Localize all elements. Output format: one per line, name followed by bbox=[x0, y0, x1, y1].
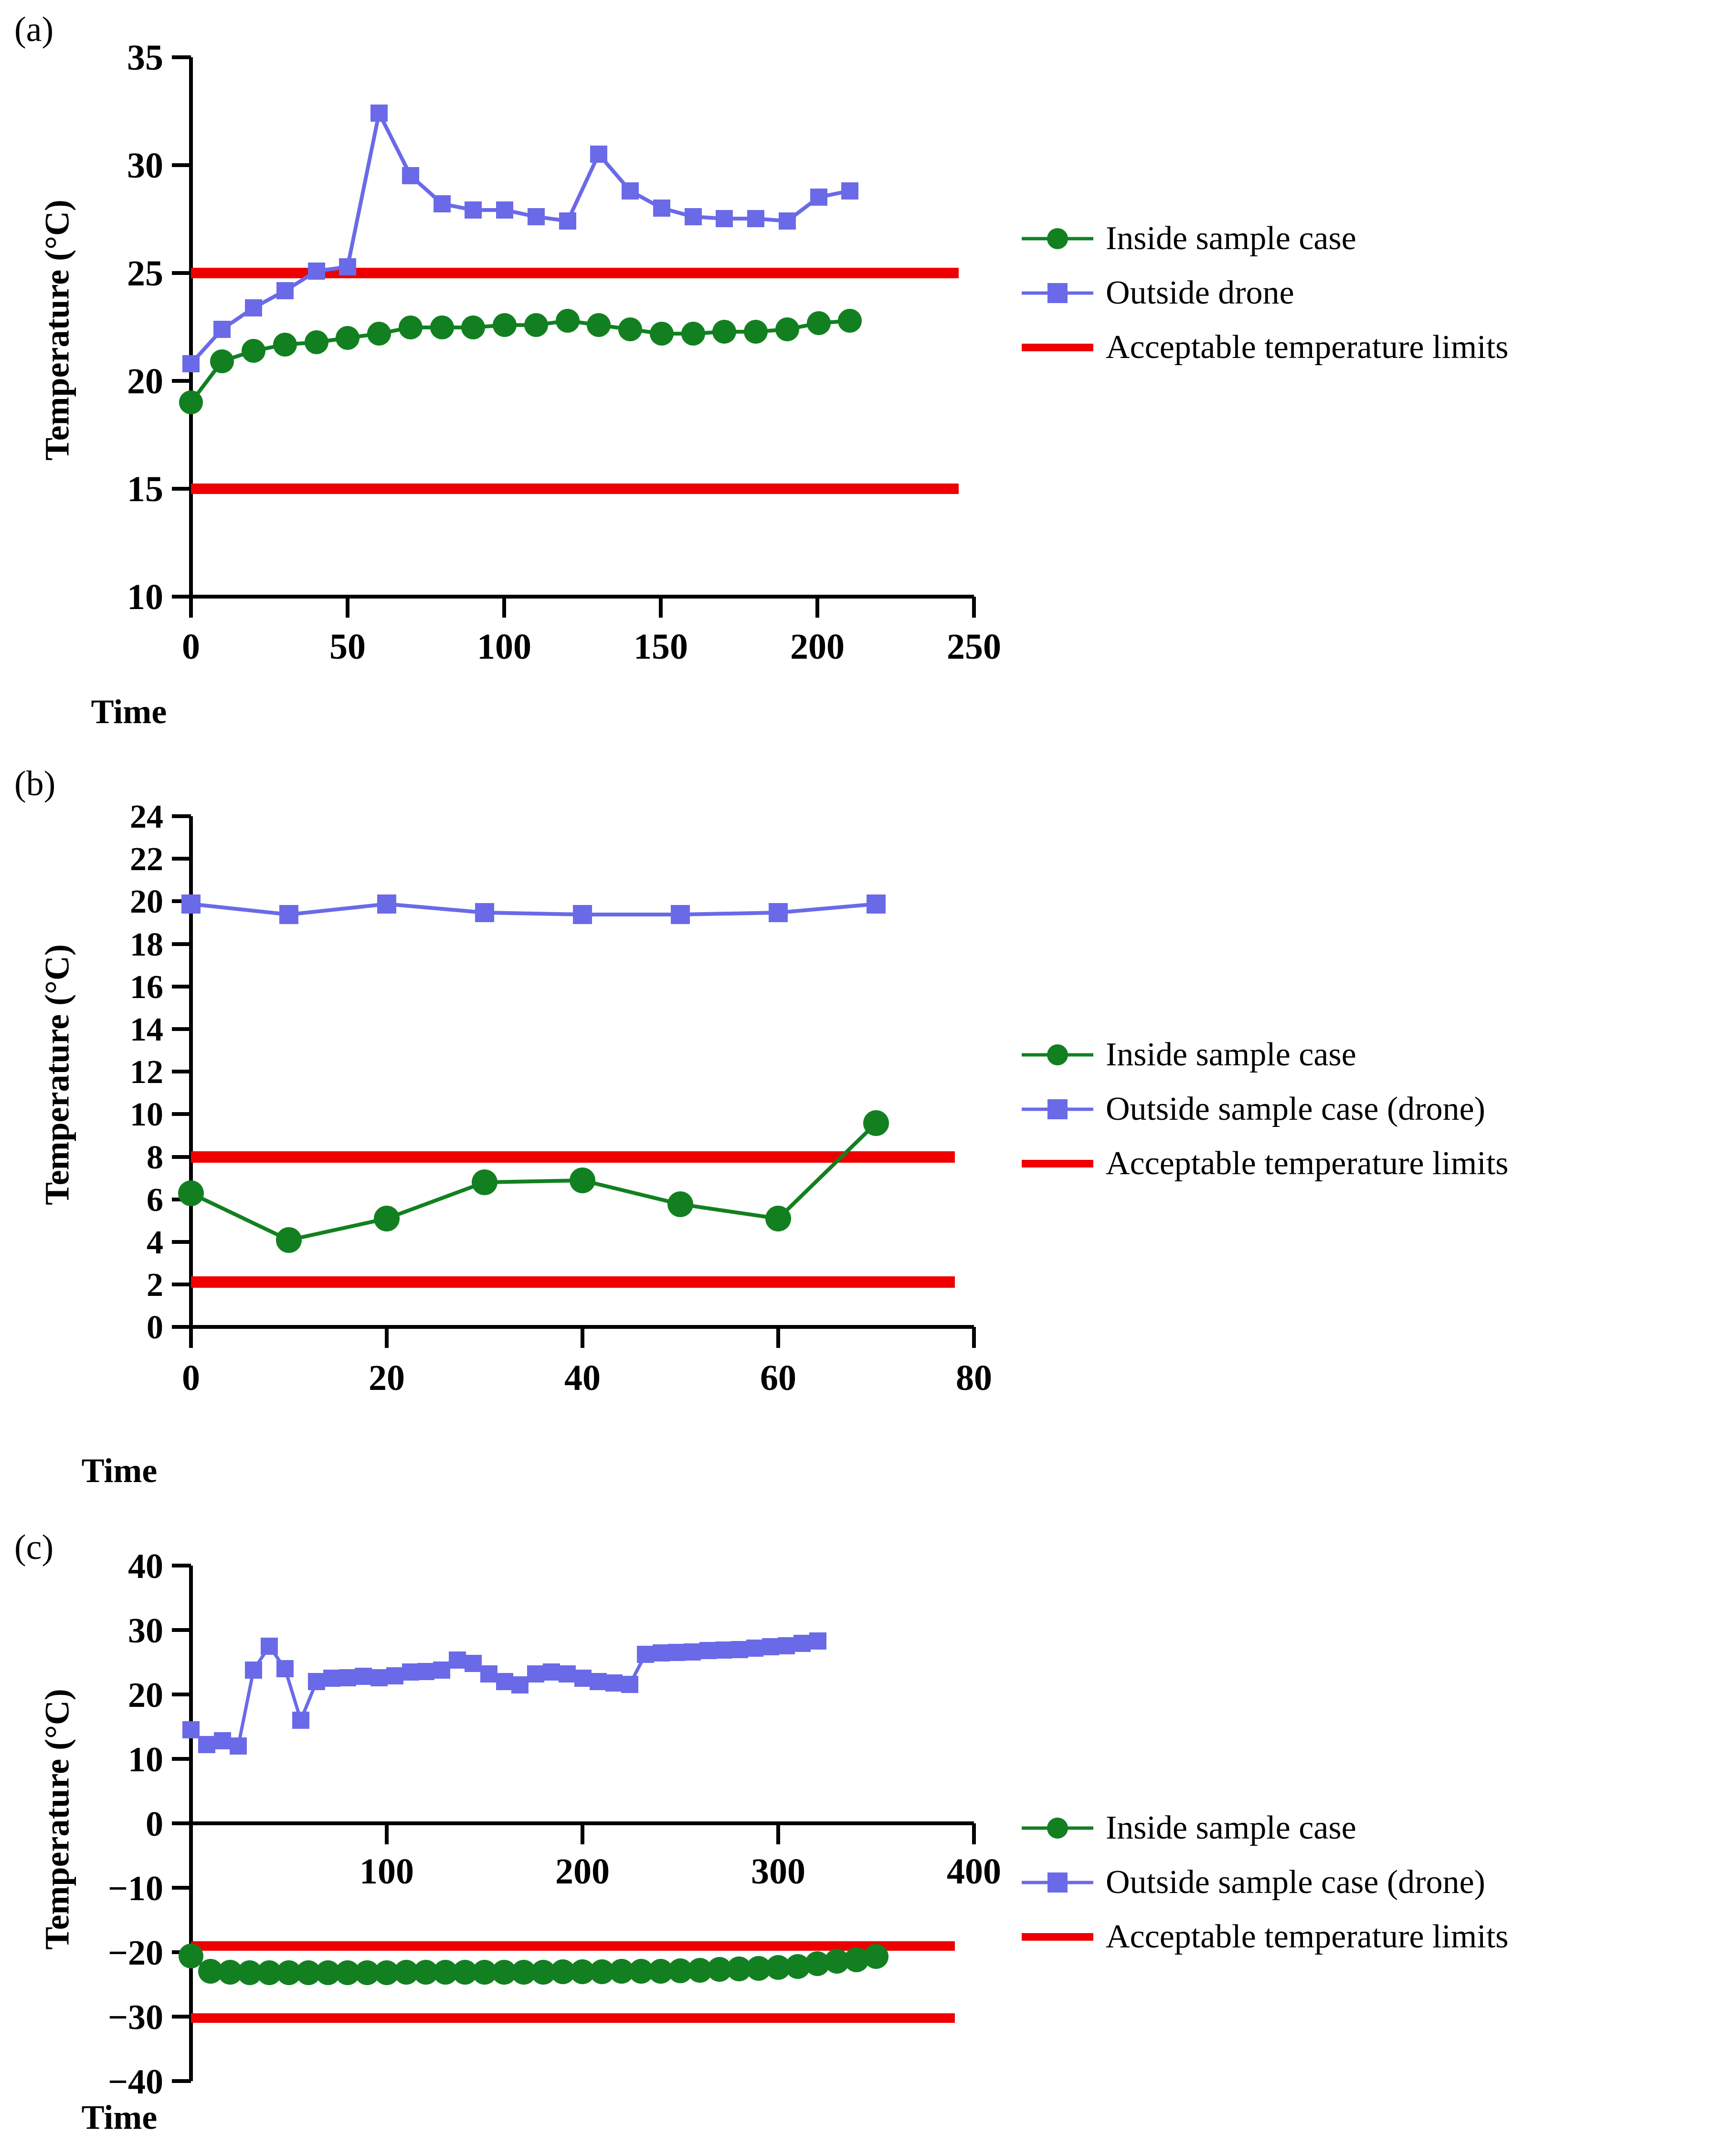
svg-text:250: 250 bbox=[947, 627, 1001, 667]
panel-b-legend bbox=[1022, 1036, 1509, 1183]
svg-text:150: 150 bbox=[634, 627, 688, 667]
legend-item-inside-sample-case bbox=[1022, 220, 1509, 258]
svg-text:6: 6 bbox=[147, 1182, 163, 1219]
legend-label: Inside sample case bbox=[1106, 220, 1356, 257]
svg-text:200: 200 bbox=[790, 627, 845, 667]
svg-text:100: 100 bbox=[360, 1851, 414, 1892]
panel-a-label: (a) bbox=[14, 10, 54, 49]
panel-b-label: (b) bbox=[14, 764, 56, 803]
svg-text:−20: −20 bbox=[107, 1934, 163, 1973]
svg-text:20: 20 bbox=[369, 1358, 405, 1398]
svg-text:0: 0 bbox=[182, 1358, 200, 1398]
svg-text:200: 200 bbox=[555, 1851, 610, 1892]
svg-text:25: 25 bbox=[127, 253, 163, 294]
panel-c-y-axis-title: Temperature (°C) bbox=[38, 1689, 76, 1950]
svg-text:16: 16 bbox=[130, 969, 163, 1006]
svg-text:10: 10 bbox=[130, 1096, 163, 1133]
panel-b-svg bbox=[29, 788, 1012, 1480]
line-circle-marker-icon bbox=[1022, 225, 1093, 252]
svg-text:15: 15 bbox=[127, 469, 163, 509]
legend-label: Inside sample case bbox=[1106, 1809, 1356, 1846]
svg-text:−30: −30 bbox=[107, 1998, 163, 2037]
svg-text:40: 40 bbox=[564, 1358, 601, 1398]
svg-text:30: 30 bbox=[128, 1611, 163, 1651]
panel-c-plot bbox=[29, 1542, 1012, 2143]
svg-text:100: 100 bbox=[477, 627, 531, 667]
svg-text:0: 0 bbox=[147, 1309, 163, 1346]
svg-text:8: 8 bbox=[147, 1139, 163, 1176]
legend-label: Acceptable temperature limits bbox=[1106, 1918, 1509, 1955]
thick-red-line-icon bbox=[1022, 1924, 1093, 1950]
legend-item-outside-sample-case bbox=[1022, 1090, 1509, 1128]
legend-item-inside-sample-case bbox=[1022, 1809, 1509, 1847]
svg-text:60: 60 bbox=[760, 1358, 796, 1398]
svg-text:22: 22 bbox=[130, 841, 163, 878]
panel-c-legend bbox=[1022, 1809, 1509, 1956]
legend-item-acceptable-limits bbox=[1022, 328, 1509, 367]
svg-text:50: 50 bbox=[329, 627, 366, 667]
panel-b-x-axis-title: Time bbox=[81, 1451, 158, 1490]
line-circle-marker-icon bbox=[1022, 1815, 1093, 1841]
legend-label: Acceptable temperature limits bbox=[1106, 1145, 1509, 1182]
panel-a-legend bbox=[1022, 220, 1509, 367]
svg-text:40: 40 bbox=[128, 1547, 163, 1586]
line-circle-marker-icon bbox=[1022, 1041, 1093, 1068]
svg-text:30: 30 bbox=[127, 146, 163, 186]
svg-text:24: 24 bbox=[130, 799, 163, 835]
thick-red-line-icon bbox=[1022, 334, 1093, 361]
panel-c bbox=[0, 1523, 1724, 2153]
svg-text:35: 35 bbox=[127, 38, 163, 78]
legend-label: Outside drone bbox=[1106, 274, 1294, 311]
svg-text:0: 0 bbox=[182, 627, 200, 667]
line-square-marker-icon bbox=[1022, 1869, 1093, 1896]
svg-text:80: 80 bbox=[956, 1358, 992, 1398]
svg-text:20: 20 bbox=[130, 883, 163, 920]
svg-text:14: 14 bbox=[130, 1011, 163, 1048]
panel-b bbox=[0, 759, 1724, 1523]
panel-c-x-axis-title: Time bbox=[81, 2098, 158, 2136]
legend-item-acceptable-limits bbox=[1022, 1145, 1509, 1183]
svg-text:0: 0 bbox=[146, 1805, 163, 1844]
svg-text:20: 20 bbox=[128, 1676, 163, 1715]
legend-item-acceptable-limits bbox=[1022, 1918, 1509, 1956]
svg-text:−40: −40 bbox=[107, 2062, 163, 2102]
panel-a-y-axis-title: Temperature (°C) bbox=[38, 200, 76, 461]
legend-label: Inside sample case bbox=[1106, 1036, 1356, 1073]
svg-text:12: 12 bbox=[130, 1054, 163, 1091]
svg-text:4: 4 bbox=[147, 1224, 163, 1261]
svg-text:400: 400 bbox=[947, 1851, 1001, 1892]
line-square-marker-icon bbox=[1022, 1096, 1093, 1123]
line-square-marker-icon bbox=[1022, 280, 1093, 306]
svg-text:18: 18 bbox=[130, 926, 163, 963]
svg-text:10: 10 bbox=[128, 1740, 163, 1779]
panel-b-y-axis-title: Temperature (°C) bbox=[38, 944, 76, 1205]
legend-label: Outside sample case (drone) bbox=[1106, 1864, 1485, 1901]
svg-text:300: 300 bbox=[751, 1851, 805, 1892]
svg-text:2: 2 bbox=[147, 1267, 163, 1304]
legend-item-outside-sample-case bbox=[1022, 1863, 1509, 1902]
svg-text:20: 20 bbox=[127, 361, 163, 401]
panel-a-x-axis-title: Time bbox=[91, 693, 167, 731]
legend-label: Acceptable temperature limits bbox=[1106, 329, 1509, 366]
svg-text:−10: −10 bbox=[107, 1869, 163, 1908]
panel-a bbox=[0, 0, 1724, 759]
panel-b-plot bbox=[29, 788, 1012, 1490]
panel-a-plot bbox=[29, 29, 1012, 731]
panel-c-svg bbox=[29, 1542, 1012, 2143]
legend-label: Outside sample case (drone) bbox=[1106, 1091, 1485, 1127]
panel-a-svg bbox=[29, 29, 1012, 716]
legend-item-inside-sample-case bbox=[1022, 1036, 1509, 1074]
thick-red-line-icon bbox=[1022, 1150, 1093, 1177]
svg-text:10: 10 bbox=[127, 577, 163, 617]
panel-c-label: (c) bbox=[14, 1528, 54, 1567]
legend-item-outside-drone bbox=[1022, 274, 1509, 312]
